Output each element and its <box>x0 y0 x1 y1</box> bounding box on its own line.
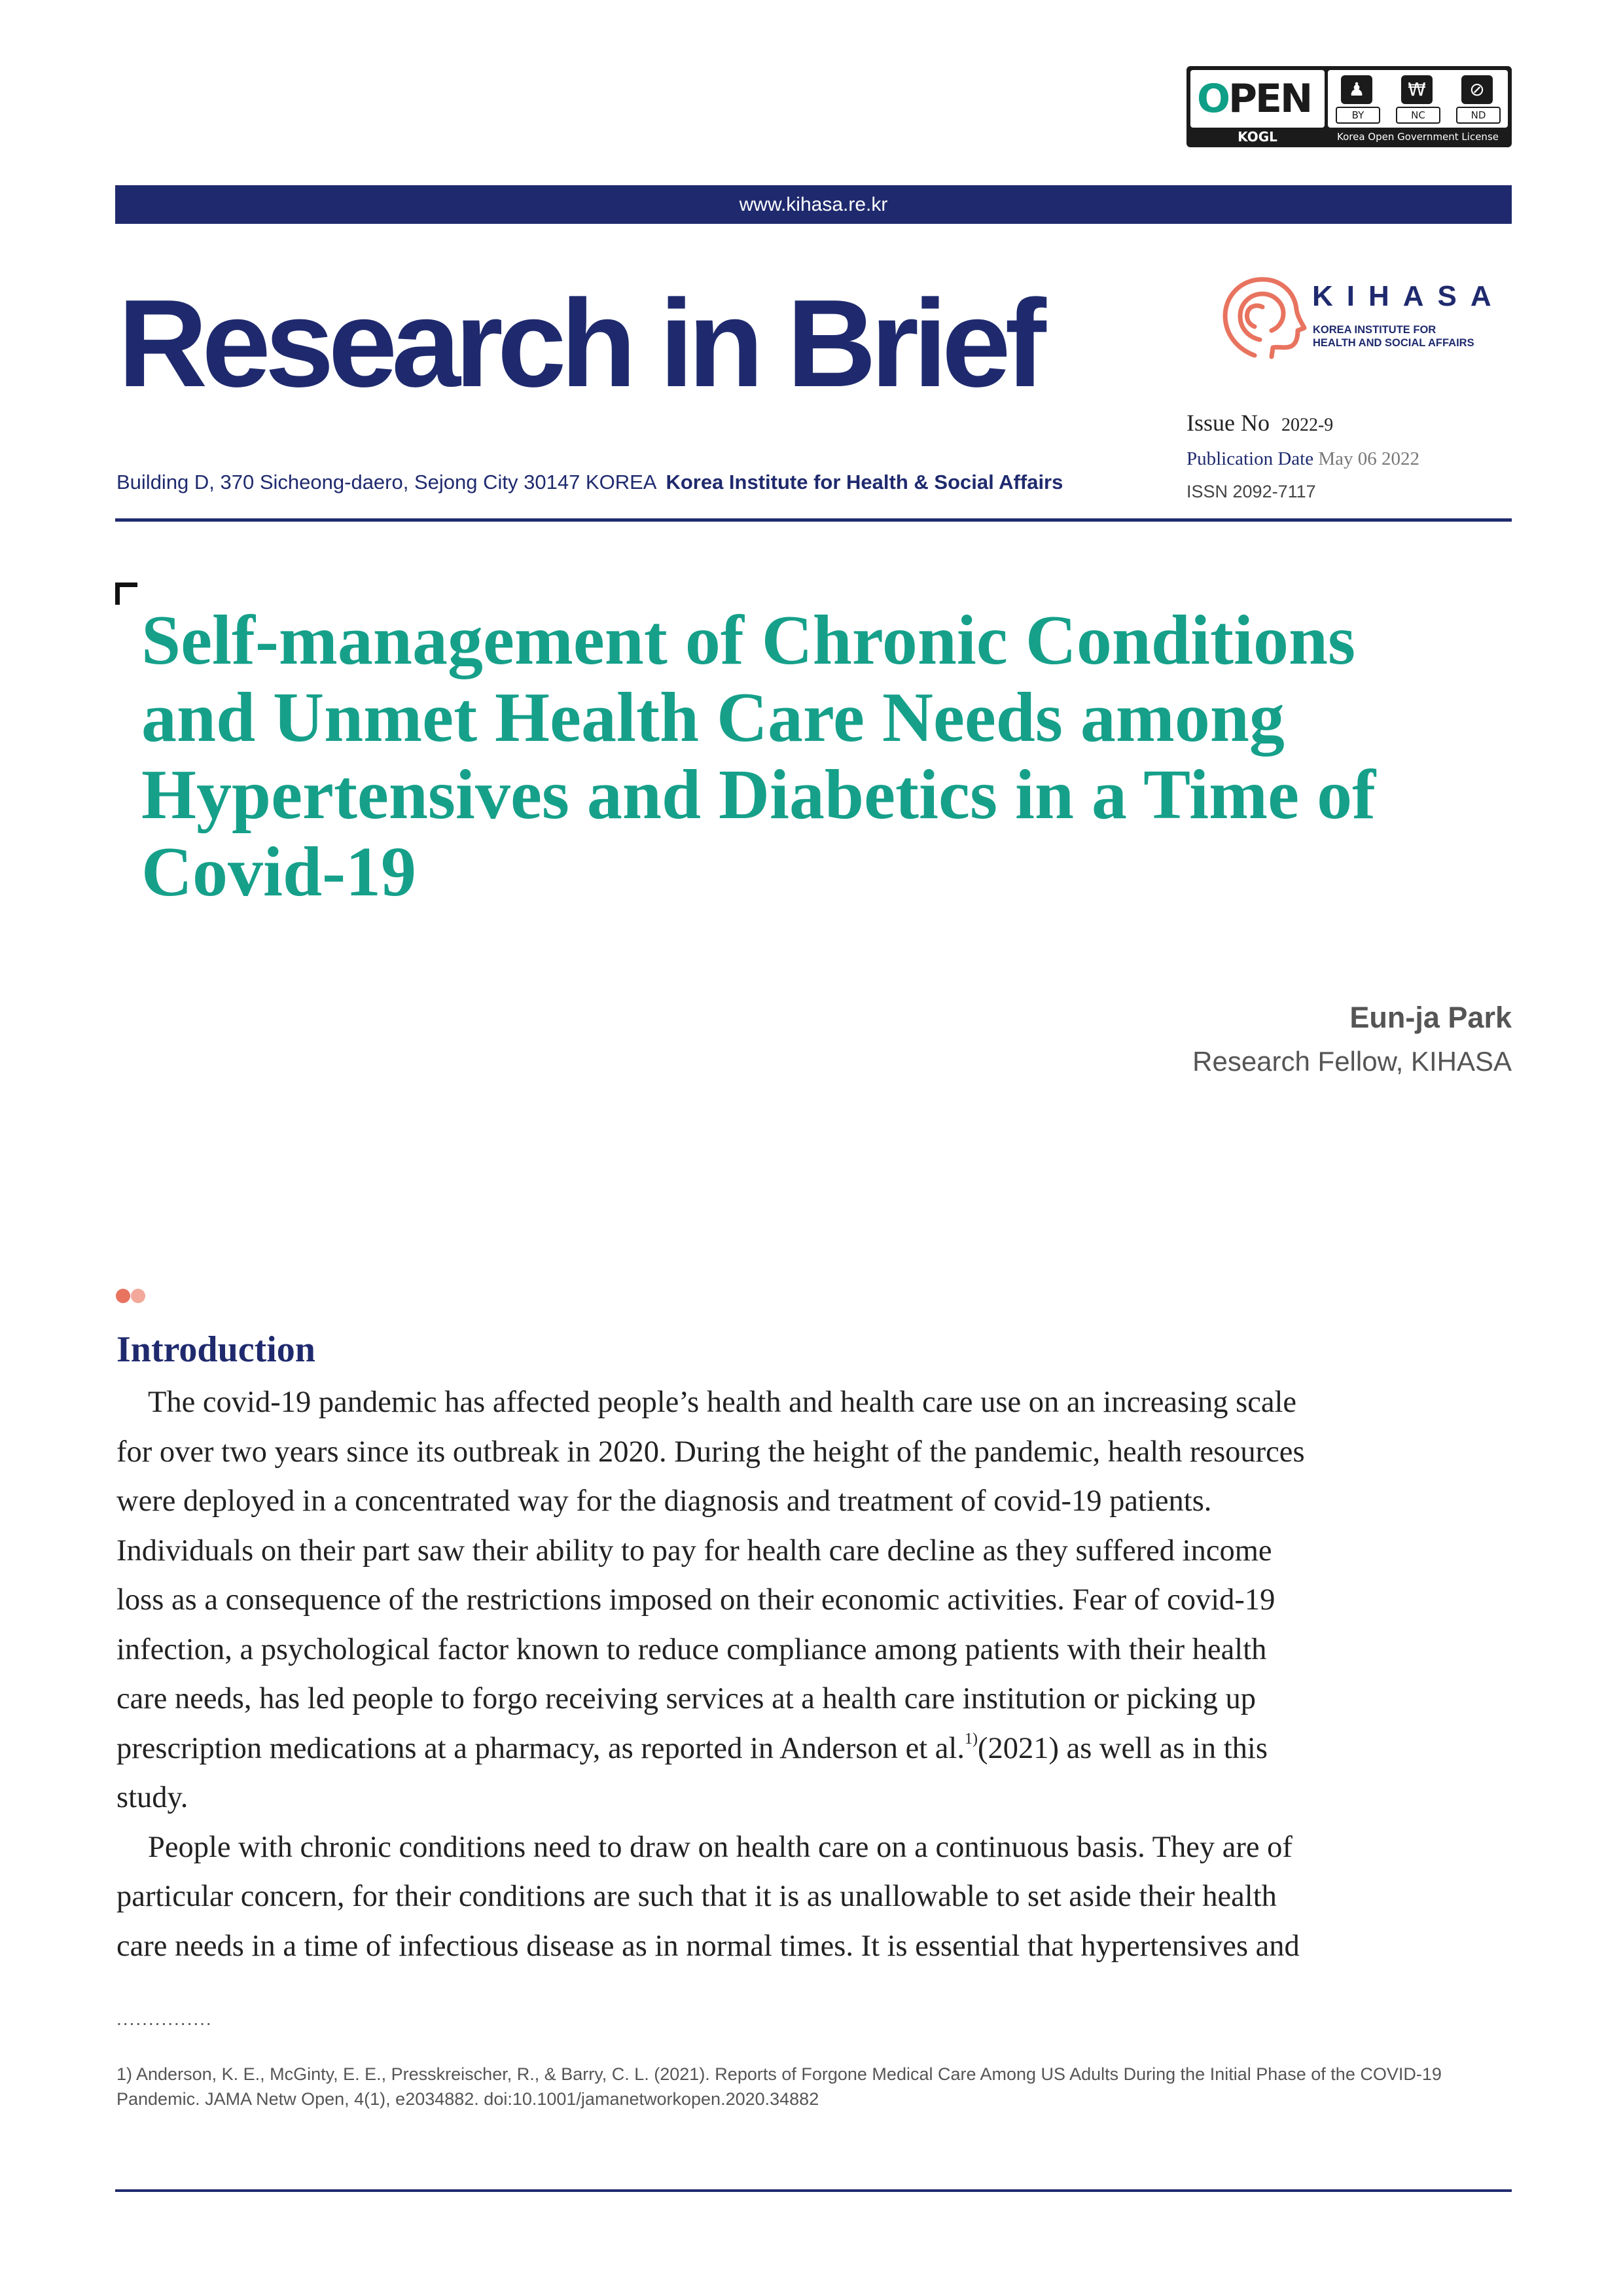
title-line: Hypertensives and Diabetics in a Time of <box>141 756 1376 834</box>
open-logo-word: PEN <box>1228 76 1311 122</box>
publication-date-row <box>1186 442 1512 475</box>
author-name: Eun-ja Park <box>1349 1001 1512 1034</box>
open-logo-o: O <box>1197 76 1229 122</box>
body-line: were deployed in a concentrated way for the diagnosis and treatment of covid-19 patients. <box>116 1484 1212 1518</box>
kihasa-logo-subtitle-1: KOREA INSTITUTE FOR <box>1313 324 1436 336</box>
no-money-icon: ₩ <box>1401 75 1433 104</box>
corner-bracket-icon <box>115 583 137 605</box>
body-line: prescription medications at a pharmacy, as reported in Anderson et al. <box>116 1731 965 1765</box>
issue-label: Issue No <box>1186 410 1270 436</box>
body-line: care needs, has led people to forgo receiving services at a health care institution or picking up <box>116 1682 1256 1715</box>
issue-info <box>1186 406 1512 508</box>
issue-number: 2022-9 <box>1281 415 1334 435</box>
section-dots-icon <box>115 1287 154 1304</box>
footnote-line: Pandemic. JAMA Netw Open, 4(1), e2034882. doi:10.1001/jamanetworkopen.2020.34882 <box>116 2089 819 2109</box>
address: Building D, 370 Sicheong-daero, Sejong City 30147 KOREA <box>116 471 657 493</box>
kihasa-logo-name: KIHASA <box>1312 280 1505 312</box>
body-line: Individuals on their part saw their ability to pay for health care decline as they suffered income <box>116 1534 1272 1568</box>
body-line-with-citation <box>116 1724 1512 1774</box>
footnote-reference-link[interactable]: 1) <box>964 1730 978 1748</box>
masthead-title: Research in Brief <box>118 274 1041 413</box>
article-title <box>141 602 1489 911</box>
publication-date: May 06 2022 <box>1318 448 1420 469</box>
license-caption: Korea Open Government License <box>1337 131 1499 143</box>
footnote-separator: ............... <box>116 2009 213 2029</box>
issue-number-row <box>1186 406 1512 442</box>
open-logo-box <box>1190 70 1325 128</box>
body-line: care needs in a time of infectious disease as in normal times. It is essential that hypertensives and <box>116 1929 1300 1963</box>
person-icon: ♟ <box>1341 75 1372 104</box>
footnote-line: 1) Anderson, K. E., McGinty, E. E., Presskreischer, R., & Barry, C. L. (2021). Reports of Forgone Medical Care Among US Adults During the Initial Phase of the COVID-19 <box>116 2064 1442 2084</box>
site-url-link[interactable]: www.kihasa.re.kr <box>739 194 888 215</box>
body-line: infection, a psychological factor known to reduce compliance among patients with their health <box>116 1632 1267 1666</box>
license-nc <box>1392 74 1442 124</box>
publication-label: Publication Date <box>1186 448 1314 469</box>
title-line: and Unmet Health Care Needs among <box>141 679 1285 757</box>
address-line <box>116 468 1063 497</box>
license-nd <box>1452 74 1502 124</box>
footer-divider <box>115 2189 1512 2192</box>
license-icons <box>1328 70 1508 128</box>
issn: ISSN 2092-7117 <box>1186 482 1316 501</box>
license-by-tag: BY <box>1336 107 1380 124</box>
license-by <box>1332 74 1382 124</box>
license-nd-tag: ND <box>1456 107 1501 124</box>
open-logo <box>1197 75 1311 122</box>
body-line: study. <box>116 1781 188 1814</box>
body-line: The covid-19 pandemic has affected people’s health and health care use on an increasing scale <box>148 1386 1297 1419</box>
license-nc-tag: NC <box>1396 107 1440 124</box>
body-line-tail: (2021) as well as in this <box>977 1731 1268 1765</box>
body-paragraphs <box>116 1378 1512 1971</box>
section-heading: Introduction <box>116 1329 315 1370</box>
body-line: particular concern, for their conditions are such that it is as unallowable to set aside their health <box>116 1880 1277 1913</box>
institute-name: Korea Institute for Health & Social Affairs <box>666 471 1063 493</box>
title-line: Self-management of Chronic Conditions <box>141 601 1356 679</box>
body-line: loss as a consequence of the restrictions imposed on their economic activities. Fear of covid-19 <box>116 1583 1275 1617</box>
body-line: for over two years since its outbreak in 2020. During the height of the pandemic, health resources <box>116 1435 1305 1469</box>
kogl-license-badge <box>1186 66 1512 147</box>
title-line: Covid-19 <box>141 833 417 911</box>
body-line: People with chronic conditions need to draw on health care on a continuous basis. They are of <box>148 1830 1293 1864</box>
kogl-label: KOGL <box>1238 129 1277 145</box>
kihasa-logo-subtitle-2: HEALTH AND SOCIAL AFFAIRS <box>1313 337 1474 349</box>
footnote <box>116 2062 1512 2111</box>
author-role: Research Fellow, KIHASA <box>1192 1046 1512 1077</box>
header-divider <box>115 518 1512 522</box>
top-bar <box>115 185 1512 224</box>
no-derivatives-icon: ⊘ <box>1461 75 1493 104</box>
